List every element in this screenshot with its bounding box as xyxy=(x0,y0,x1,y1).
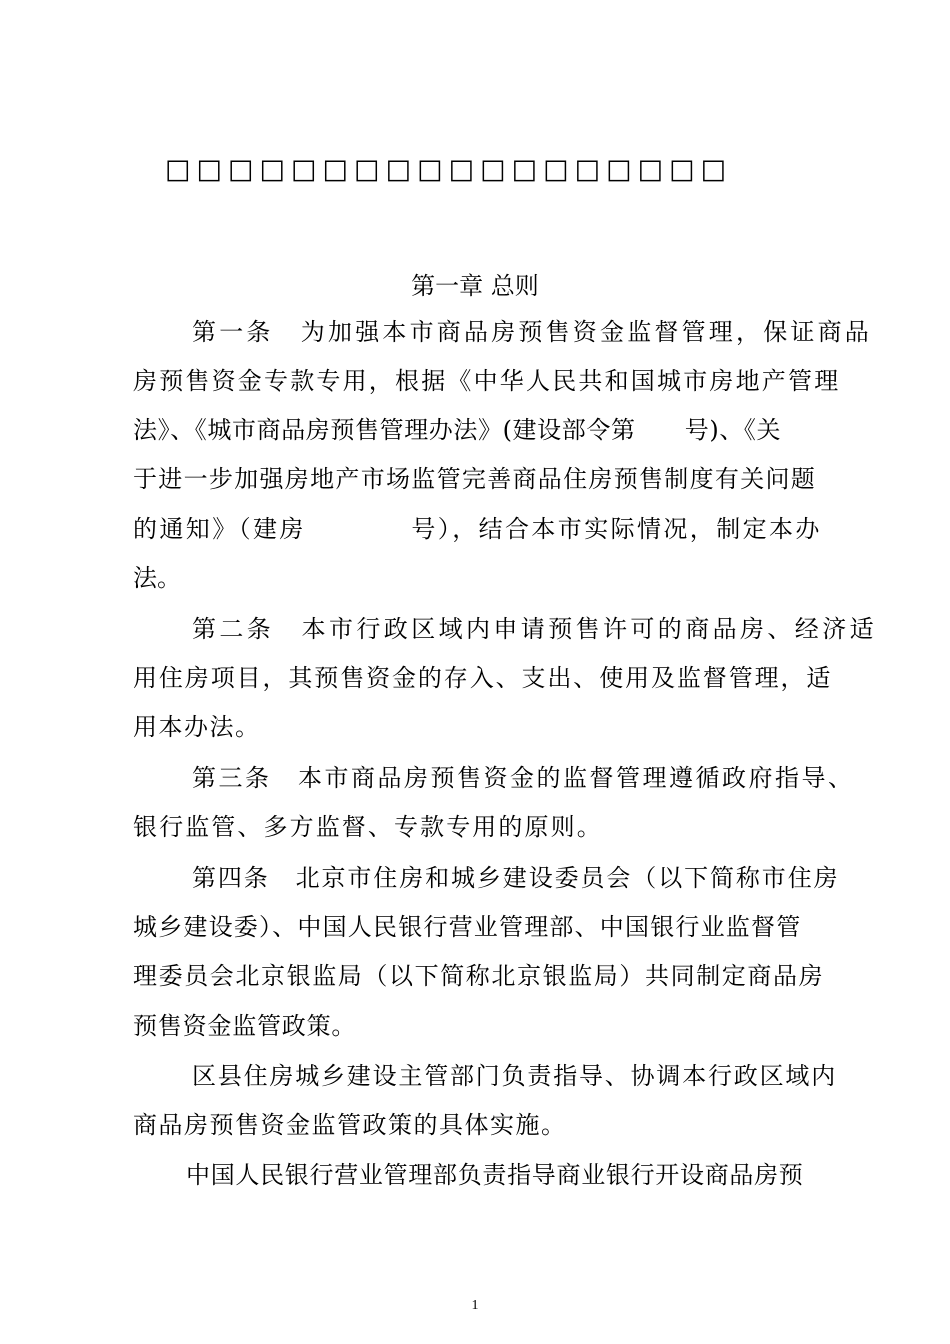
text-line: 商品房预售资金监管政策的具体实施。 xyxy=(133,1111,567,1139)
text-line: 第四条 北京市住房和城乡建设委员会（以下简称市住房 xyxy=(192,864,840,892)
text-line: 房预售资金专款专用，根据《中华人民共和国城市房地产管理 xyxy=(133,367,841,395)
text-line: 理委员会北京银监局（以下简称北京银监局）共同制定商品房 xyxy=(133,962,825,990)
text-line: 第一条 为加强本市商品房预售资金监督管理，保证商品 xyxy=(192,318,872,346)
text-line: 法》、《城市商品房预售管理办法》(建设部令第 号)、《关 xyxy=(133,416,782,444)
text-line: 用住房项目，其预售资金的存入、支出、使用及监督管理，适 xyxy=(133,664,833,692)
text-line: 预售资金监管政策。 xyxy=(133,1012,357,1040)
chapter-heading: 第一章 总则 xyxy=(411,272,539,300)
text-line: 第三条 本市商品房预售资金的监督管理遵循政府指导、 xyxy=(192,764,855,792)
text-line: 法。 xyxy=(133,564,181,592)
text-line: 城乡建设委）、中国人民银行营业管理部、中国银行业监督管 xyxy=(133,913,802,941)
document-title: □□□□□□□□□□□□□□□□□□ xyxy=(165,154,733,185)
text-line: 中国人民银行营业管理部负责指导商业银行开设商品房预 xyxy=(186,1161,804,1189)
page-number: 1 xyxy=(471,1298,479,1313)
text-line: 银行监管、多方监督、专款专用的原则。 xyxy=(133,813,603,841)
text-line: 第二条 本市行政区域内申请预售许可的商品房、经济适 xyxy=(192,615,877,643)
text-line: 用本办法。 xyxy=(133,713,261,741)
text-line: 的通知》（建房 号），结合本市实际情况，制定本办 xyxy=(133,515,822,543)
text-line: 区县住房城乡建设主管部门负责指导、协调本行政区域内 xyxy=(192,1062,837,1090)
text-line: 于进一步加强房地产市场监管完善商品住房预售制度有关问题 xyxy=(133,465,817,493)
